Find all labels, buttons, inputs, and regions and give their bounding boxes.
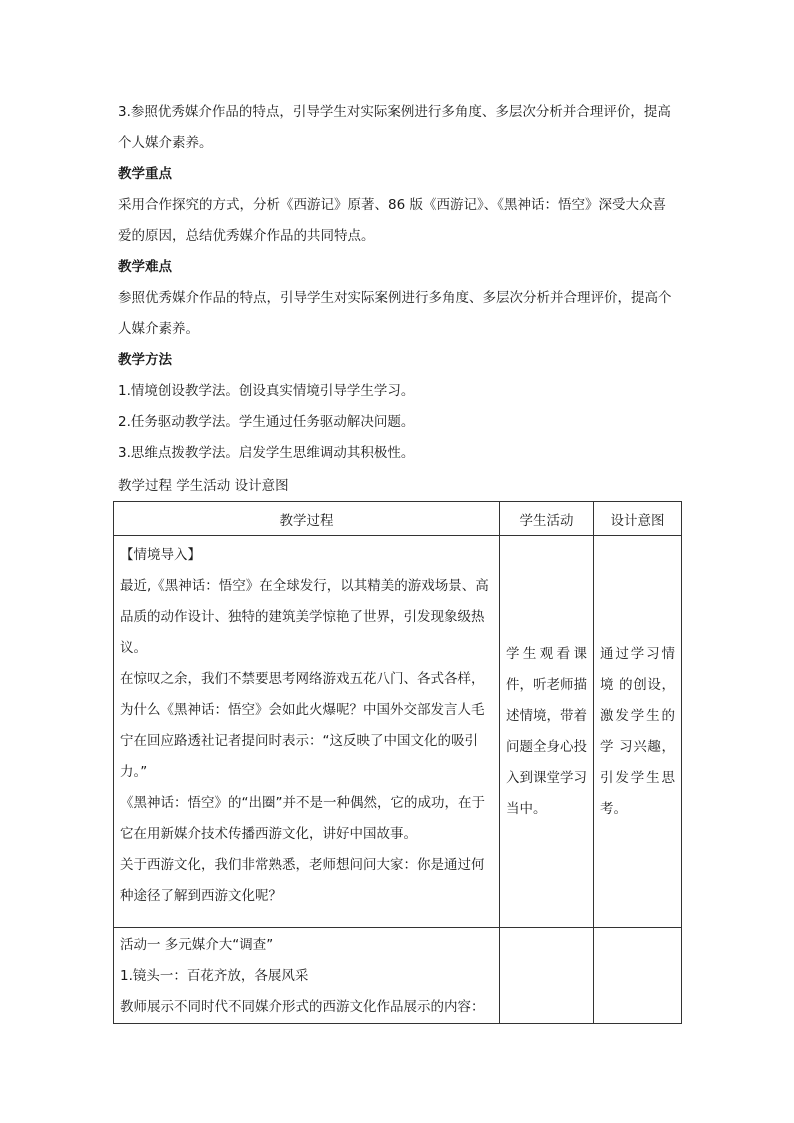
- intro-para-4: 关于西游文化，我们非常熟悉，老师想问问大家：你是通过何种途径了解到西游文化呢？: [120, 857, 485, 904]
- process-cell-activity-1: [114, 928, 500, 1024]
- student-activity-text: 学生观看课件，听老师描述情境，带着问题全身心投入到课堂学习当中。: [506, 645, 587, 817]
- header-teaching-process: 教学过程: [114, 502, 500, 536]
- teaching-process-table: [113, 501, 682, 1024]
- intro-para-3: 《黑神话：悟空》的“出圈”并不是一种偶然，它的成功，在于它在用新媒介技术传播西游文化，讲好中国故事。: [120, 795, 485, 842]
- activity-1-description: 教师展示不同时代不同媒介形式的西游文化作品展示的内容：: [120, 999, 485, 1015]
- intro-para-1: 最近,《黑神话：悟空》在全球发行，以其精美的游戏场景、高品质的动作设计、独特的建筑美学惊艳了世界，引发现象级热议。: [120, 578, 489, 656]
- key-points-text: 采用合作探究的方式，分析《西游记》原著、86 版《西游记》、《黑神话：悟空》深受大众喜爱的原因，总结优秀媒介作品的共同特点。: [118, 197, 666, 244]
- table-row: [114, 536, 682, 928]
- heading-key-points: 教学重点: [118, 166, 172, 182]
- header-design-intent: 设计意图: [594, 502, 682, 536]
- objective-3: 3.参照优秀媒介作品的特点，引导学生对实际案例进行多角度、多层次分析并合理评价，提高个人媒介素养。: [118, 104, 671, 151]
- activity-1-title: 活动一 多元媒介大“调查”: [120, 937, 274, 953]
- process-cell-intro: [114, 536, 500, 928]
- method-3: 3.思维点拨教学法。启发学生思维调动其积极性。: [118, 445, 415, 461]
- heading-difficult-points: 教学难点: [118, 259, 172, 275]
- header-student-activity: 学生活动: [500, 502, 594, 536]
- design-intent-text: 通过学习情境 的创设，激发学生的学 习兴趣，引发学生思考。: [600, 645, 675, 817]
- intro-heading: 【情境导入】: [120, 547, 201, 563]
- table-title: 教学过程 学生活动 设计意图: [118, 478, 289, 494]
- activity-1-shot-1: 1.镜头一：百花齐放，各展风采: [120, 968, 309, 984]
- student-activity-cell: [500, 536, 594, 928]
- intro-para-2: 在惊叹之余，我们不禁要思考网络游戏五花八门、各式各样，为什么《黑神话：悟空》会如此火爆呢？中国外交部发言人毛宁在回应路透社记者提问时表示：“这反映了中国文化的吸引力。”: [120, 671, 485, 780]
- design-intent-cell-empty: [594, 928, 682, 1024]
- table-row: [114, 928, 682, 1024]
- heading-teaching-methods: 教学方法: [118, 352, 172, 368]
- design-intent-cell: [594, 536, 682, 928]
- student-activity-cell-empty: [500, 928, 594, 1024]
- method-1: 1.情境创设教学法。创设真实情境引导学生学习。: [118, 383, 415, 399]
- table-header-row: [114, 502, 682, 536]
- method-2: 2.任务驱动教学法。学生通过任务驱动解决问题。: [118, 414, 415, 430]
- difficult-points-text: 参照优秀媒介作品的特点，引导学生对实际案例进行多角度、多层次分析并合理评价，提高个人媒介素养。: [118, 290, 672, 337]
